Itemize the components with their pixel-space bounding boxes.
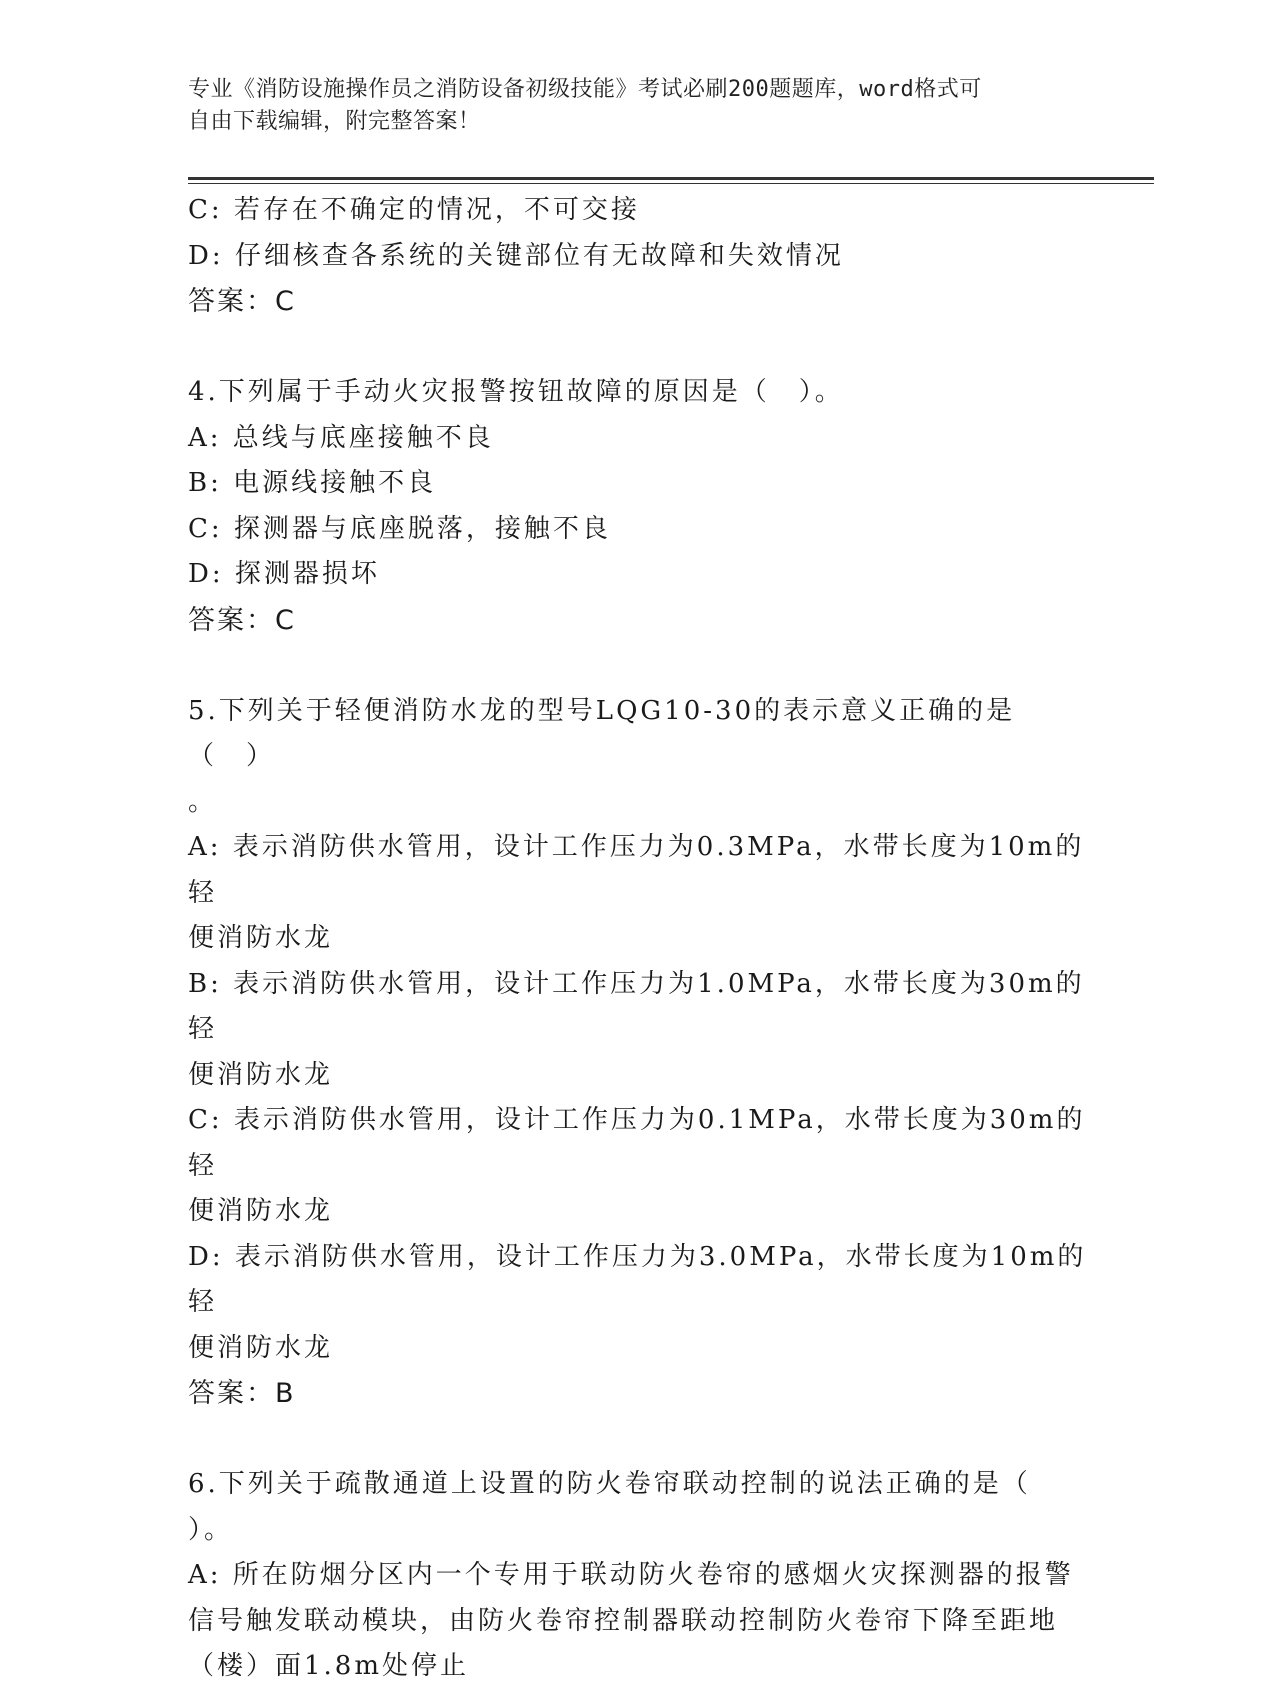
header-title-line-2: 自由下载编辑，附完整答案！ [188, 109, 481, 134]
question-3-tail [188, 188, 1088, 325]
spacer [188, 325, 1088, 371]
q3-option-c: C: 若存在不确定的情况，不可交接 [188, 195, 640, 225]
q4-option-d: D: 探测器损坏 [188, 559, 380, 589]
q4-option-a: A: 总线与底座接触不良 [188, 422, 494, 453]
q5-option-a-line-1: A: 表示消防供水管用，设计工作压力为0.3MPa，水带长度为10m的轻 [188, 832, 1085, 908]
q5-option-d-line-1: D: 表示消防供水管用，设计工作压力为3.0MPa，水带长度为10m的轻 [188, 1241, 1087, 1317]
spacer [188, 1417, 1088, 1463]
document-header [188, 74, 1068, 138]
question-4 [188, 370, 1088, 643]
q4-answer: 答案：C [188, 604, 296, 636]
q5-option-b-line-1: B: 表示消防供水管用，设计工作压力为1.0MPa，水带长度为30m的轻 [188, 968, 1085, 1044]
q4-option-c: C: 探测器与底座脱落，接触不良 [188, 513, 611, 544]
q4-option-b: B: 电源线接触不良 [188, 468, 437, 498]
q5-answer: 答案：B [188, 1378, 296, 1409]
question-6 [188, 1462, 1088, 1690]
q6-option-a-line-1: A: 所在防烟分区内一个专用于联动防火卷帘的感烟火灾探测器的报警 [188, 1560, 1074, 1590]
q5-option-c-line-2: 便消防水龙 [188, 1196, 334, 1226]
q5-option-c-line-1: C: 表示消防供水管用，设计工作压力为0.1MPa，水带长度为30m的轻 [188, 1105, 1086, 1181]
q6-question-line-2: ）。 [188, 1514, 234, 1545]
q5-question-line-2: 。 [188, 786, 218, 817]
q5-question-line-1: 5.下列关于轻便消防水龙的型号LQG10-30的表示意义正确的是（ ） [188, 695, 1016, 771]
q5-option-a-line-2: 便消防水龙 [188, 923, 334, 953]
spacer [188, 643, 1088, 689]
question-content [188, 188, 1088, 1690]
q5-option-b-line-2: 便消防水龙 [188, 1059, 334, 1090]
question-5 [188, 689, 1088, 1417]
header-divider-thin [188, 183, 1154, 184]
q6-option-a-line-2: 信号触发联动模块，由防火卷帘控制器联动控制防火卷帘下降至距地 [188, 1605, 1059, 1636]
q3-answer: 答案：C [188, 286, 296, 317]
q6-option-a-line-3: （楼）面1.8m处停止 [188, 1651, 470, 1681]
q6-question-line-1: 6.下列关于疏散通道上设置的防火卷帘联动控制的说法正确的是（ [188, 1469, 1031, 1499]
q3-option-d: D: 仔细核查各系统的关键部位有无故障和失效情况 [188, 240, 844, 271]
header-title-line-1: 专业《消防设施操作员之消防设备初级技能》考试必刷200题题库，word格式可 [188, 77, 982, 102]
header-divider-thick [188, 177, 1154, 180]
q5-option-d-line-2: 便消防水龙 [188, 1332, 334, 1363]
q4-question: 4.下列属于手动火灾报警按钮故障的原因是（ ）。 [188, 377, 844, 407]
